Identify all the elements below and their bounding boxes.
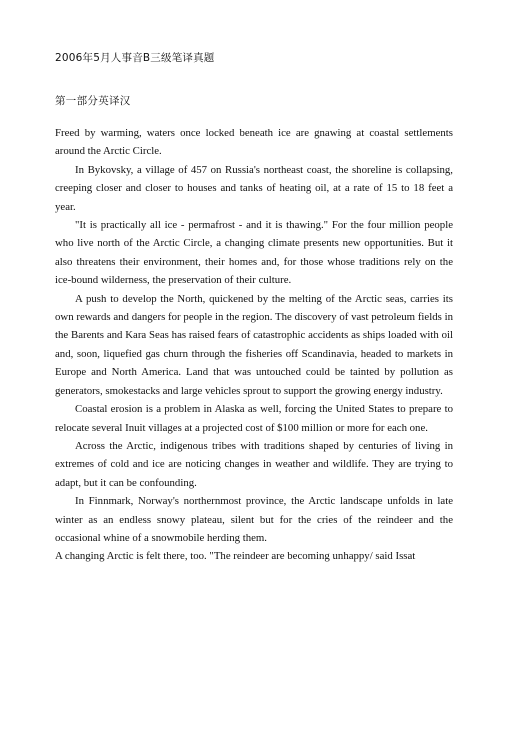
paragraph: Freed by warming, waters once locked beneath ice are gnawing at coastal settlements around the Arctic Circle.	[55, 127, 453, 158]
paragraph: Coastal erosion is a problem in Alaska as well, forcing the United States to prepare to relocate several Inuit villages at a projected cost of $100 million or more for each one.	[55, 403, 453, 434]
paragraph: "It is practically all ice - permafrost - and it is thawing." For the four million people who live north of the Arctic Circle, a changing climate presents new opportunities. But it also threatens their environment, their homes and, for those whose traditions rely on the ice-bound wilderness, the preservation of their culture.	[55, 219, 453, 287]
part-heading: 第一部分英译汉	[55, 95, 131, 107]
paragraph: A changing Arctic is felt there, too. "The reindeer are becoming unhappy/ said Issat	[55, 550, 416, 563]
paragraph: In Bykovsky, a village of 457 on Russia's northeast coast, the shoreline is collapsing, creeping closer and closer to houses and tanks of heating oil, at a rate of 15 to 18 feet a year.	[55, 163, 453, 213]
document-body	[55, 124, 453, 566]
paragraph: Across the Arctic, indigenous tribes with traditions shaped by centuries of living in extremes of cold and ice are noticing changes in weather and wildlife. They are trying to adapt, but it can be confounding.	[55, 439, 453, 489]
paragraph: In Finnmark, Norway's northernmost province, the Arctic landscape unfolds in late winter as an endless snowy plateau, silent but for the cries of the reindeer and the occasional whine of a snowmobile herding them.	[55, 495, 453, 544]
paragraph: A push to develop the North, quickened by the melting of the Arctic seas, carries its own rewards and dangers for people in the region. The discovery of vast petroleum fields in the Barents and Kara Seas has raised fears of catastrophic accidents as ships loaded with oil and, soon, liquefied gas churn through the fisheries off Scandinavia, headed to markets in Europe and North America. Land that was untouched could be tainted by pollution as generators, smokestacks and large vehicles sprout to support the growing energy industry.	[55, 292, 453, 397]
document-title: 2006年5月人事音B三级笔译真题	[55, 52, 215, 64]
